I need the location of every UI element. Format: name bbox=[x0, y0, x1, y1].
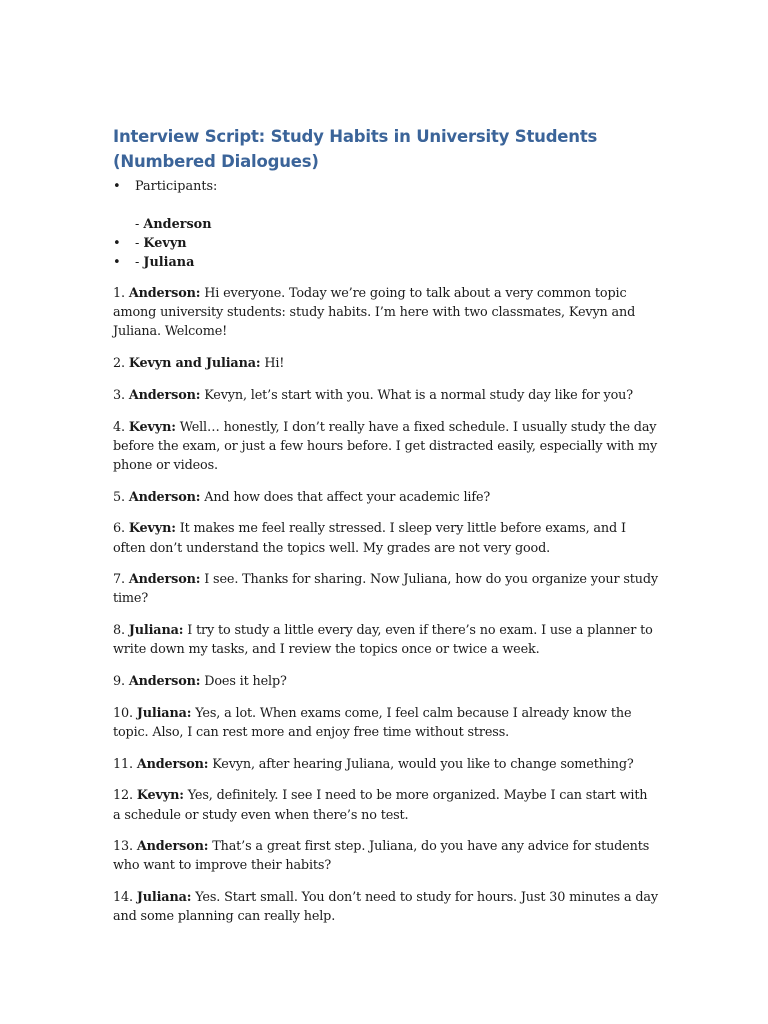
dialogue-number: 13. bbox=[113, 839, 137, 855]
document-title: Interview Script: Study Habits in University Students (Numbered Dialogues) bbox=[113, 127, 598, 171]
dialogue-line bbox=[113, 284, 658, 342]
dialogue-line bbox=[113, 888, 658, 926]
dialogue-speaker: Anderson: bbox=[128, 387, 201, 403]
dialogue-speaker: Kevyn and Juliana: bbox=[128, 356, 261, 372]
participant-name: Anderson bbox=[143, 217, 212, 232]
dialogue-number: 9. bbox=[113, 674, 129, 690]
dialogue-line bbox=[113, 386, 658, 405]
dialogue-speaker: Anderson: bbox=[128, 489, 201, 505]
dialogue-line bbox=[113, 786, 658, 824]
participant-item bbox=[113, 234, 658, 253]
dialogue-speaker: Kevyn: bbox=[128, 521, 176, 537]
dialogue-number: 8. bbox=[113, 623, 129, 639]
participant-prefix: - bbox=[135, 217, 144, 232]
dialogue-line bbox=[113, 837, 658, 875]
dialogue-number: 1. bbox=[113, 286, 129, 301]
dialogue-line bbox=[113, 488, 658, 507]
dialogue-text: Hi everyone. Today we’re going to talk about a very common topic among university students: study habits. I’m here with two classmates, Kevyn and Juliana. Welcome! bbox=[113, 286, 636, 340]
dialogue-text: And how does that affect your academic life? bbox=[200, 489, 491, 505]
dialogue-text: Kevyn, after hearing Juliana, would you like to change something? bbox=[208, 756, 634, 772]
dialogue-text: Does it help? bbox=[200, 674, 287, 690]
bullet-icon: • bbox=[113, 255, 121, 270]
dialogue-speaker: Anderson: bbox=[136, 839, 209, 855]
participant-name: Juliana bbox=[143, 255, 195, 270]
dialogue-speaker: Juliana: bbox=[128, 623, 184, 639]
dialogue-speaker: Anderson: bbox=[136, 756, 209, 772]
participants-list bbox=[113, 177, 658, 196]
dialogue-list bbox=[113, 284, 658, 927]
dialogue-line bbox=[113, 704, 658, 742]
dialogue-speaker: Anderson: bbox=[128, 286, 201, 301]
dialogue-speaker: Anderson: bbox=[128, 572, 201, 588]
dialogue-text: Yes. Start small. You don’t need to study for hours. Just 30 minutes a day and some planning can really help. bbox=[113, 890, 658, 925]
dialogue-text: It makes me feel really stressed. I sleep very little before exams, and I often don’t understand the topics well. My grades are not very good. bbox=[113, 521, 626, 556]
dialogue-number: 12. bbox=[113, 788, 137, 804]
dialogue-text: Kevyn, let’s start with you. What is a normal study day like for you? bbox=[200, 387, 633, 403]
participants-list-continued bbox=[113, 234, 658, 272]
dialogue-number: 4. bbox=[113, 419, 129, 435]
dialogue-text: Well… honestly, I don’t really have a fixed schedule. I usually study the day before the exam, or just a few hours before. I get distracted easily, especially with my phone or videos. bbox=[113, 419, 658, 473]
dialogue-line bbox=[113, 755, 658, 774]
bullet-icon: • bbox=[113, 236, 121, 251]
dialogue-line bbox=[113, 621, 658, 659]
participant-name: Kevyn bbox=[143, 236, 187, 251]
dialogue-text: I try to study a little every day, even if there’s no exam. I use a planner to write down my tasks, and I review the topics once or twice a week. bbox=[113, 623, 653, 658]
blank-line bbox=[113, 196, 658, 215]
dialogue-line bbox=[113, 354, 658, 373]
dialogue-text: I see. Thanks for sharing. Now Juliana, how do you organize your study time? bbox=[113, 572, 658, 607]
dialogue-number: 14. bbox=[113, 890, 137, 906]
dialogue-text: Hi! bbox=[260, 356, 285, 372]
dialogue-speaker: Kevyn: bbox=[128, 419, 176, 435]
dialogue-number: 2. bbox=[113, 356, 129, 372]
participant-item bbox=[113, 253, 658, 272]
dialogue-speaker: Juliana: bbox=[136, 705, 192, 721]
document-body bbox=[113, 124, 658, 939]
dialogue-line bbox=[113, 418, 658, 476]
dialogue-number: 5. bbox=[113, 489, 129, 505]
participant-item bbox=[113, 215, 658, 234]
dialogue-line bbox=[113, 570, 658, 608]
participants-heading-item bbox=[113, 177, 658, 196]
dialogue-text: Yes, definitely. I see I need to be more organized. Maybe I can start with a schedule or study even when there’s no test. bbox=[113, 788, 648, 823]
participants-label: Participants: bbox=[135, 179, 218, 194]
dialogue-line bbox=[113, 519, 658, 557]
dialogue-speaker: Juliana: bbox=[136, 890, 192, 906]
dialogue-number: 3. bbox=[113, 387, 129, 403]
dialogue-speaker: Anderson: bbox=[128, 674, 201, 690]
bullet-icon: • bbox=[113, 179, 121, 194]
dialogue-number: 11. bbox=[113, 756, 137, 772]
participant-prefix: - bbox=[135, 236, 144, 251]
participant-prefix: - bbox=[135, 255, 144, 270]
dialogue-text: Yes, a lot. When exams come, I feel calm because I already know the topic. Also, I can rest more and enjoy free time without stress. bbox=[113, 705, 632, 740]
dialogue-speaker: Kevyn: bbox=[136, 788, 184, 804]
dialogue-number: 7. bbox=[113, 572, 129, 588]
dialogue-line bbox=[113, 672, 658, 691]
dialogue-number: 10. bbox=[113, 705, 137, 721]
dialogue-text: That’s a great first step. Juliana, do you have any advice for students who want to improve their habits? bbox=[113, 839, 650, 874]
dialogue-number: 6. bbox=[113, 521, 129, 537]
